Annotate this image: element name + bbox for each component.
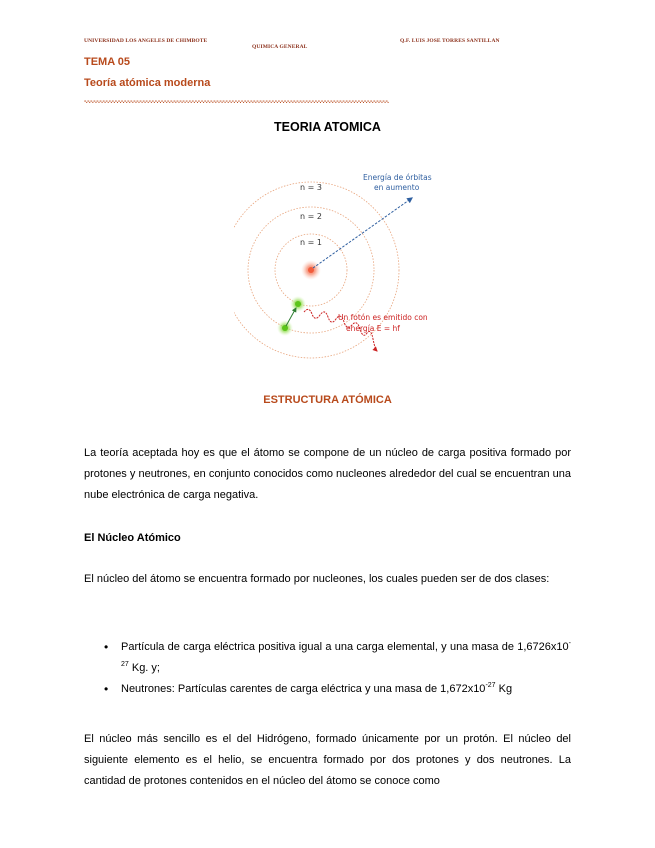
list-item-unit: Kg (495, 683, 513, 695)
list-item-unit: Kg. y; (128, 662, 160, 674)
orbit-label-n3: n = 3 (300, 183, 322, 192)
hydrogen-paragraph: El núcleo más sencillo es el del Hidrógeno, formado únicamente por un protón. El núcleo del siguiente elemento es el helio, se encuentra formado por dos protones y dos neutrones. La cantidad de protones contenidos en el núcleo del átomo se conoce como (84, 733, 571, 787)
nucleon-list (104, 637, 571, 700)
list-item (104, 679, 571, 700)
section-heading: El Núcleo Atómico (84, 532, 181, 544)
list-item-text: Partícula de carga eléctrica positiva igual a una carga elemental, y una masa de 1,6726x10 (121, 641, 569, 653)
orbit-label-n1: n = 1 (300, 238, 322, 247)
photon-label-line2: energía E = hf (346, 324, 400, 333)
orbit-label-n2: n = 2 (300, 212, 322, 221)
intro-paragraph: La teoría aceptada hoy es que el átomo se compone de un núcleo de carga positiva formado por protones y neutrones, en conjunto conocidos como nucleones alrededor del cual se encuentran una nube electrónica de carga negativa. (84, 447, 571, 501)
exponent: -27 (485, 682, 496, 689)
tema-topic: Teoría atómica moderna (84, 77, 211, 89)
energy-label-line1: Energía de órbitas (363, 173, 432, 182)
list-item-text: Neutrones: Partículas carentes de carga eléctrica y una masa de 1,672x10 (121, 683, 486, 695)
section-subtitle: ESTRUCTURA ATÓMICA (263, 394, 392, 406)
atom-diagram (234, 160, 444, 378)
energy-label-line2: en aumento (374, 183, 420, 192)
page-title: TEORIA ATOMICA (274, 120, 381, 134)
header-course: QUIMICA GENERAL (252, 44, 308, 50)
header-university: UNIVERSIDAD LOS ANGELES DE CHIMBOTE (84, 38, 208, 44)
separator-line: -.-.-.-.-.-.-.-.-.-.-.-.-.-.-.-.-.-.-.-.-.-.-.-.-.-.-.-.-.-.-.-.-.-.-.-.-.-.-.-.-.-.-.-.-.-.-.-.-.-.-.-.-.-.-.-.-.-.-.-.-.-.-.-.-.-.-.-.-.-.-.-.-.-.-.-.-.-.-.-.-.-.-.-.-.-.-.-.-.-.-.-.-.-.-.-.-.-.-. (84, 99, 389, 105)
header-author: Q.F. LUIS JOSE TORRES SANTILLAN (400, 38, 500, 44)
tema-number: TEMA 05 (84, 56, 131, 68)
list-item (104, 637, 571, 679)
photon-label-line1: Un fotón es emitido con (338, 313, 428, 322)
energy-arrow (313, 198, 412, 268)
exponent: -27 (121, 640, 571, 668)
nucleons-paragraph: El núcleo del átomo se encuentra formado por nucleones, los cuales pueden ser de dos clases: (84, 573, 550, 585)
